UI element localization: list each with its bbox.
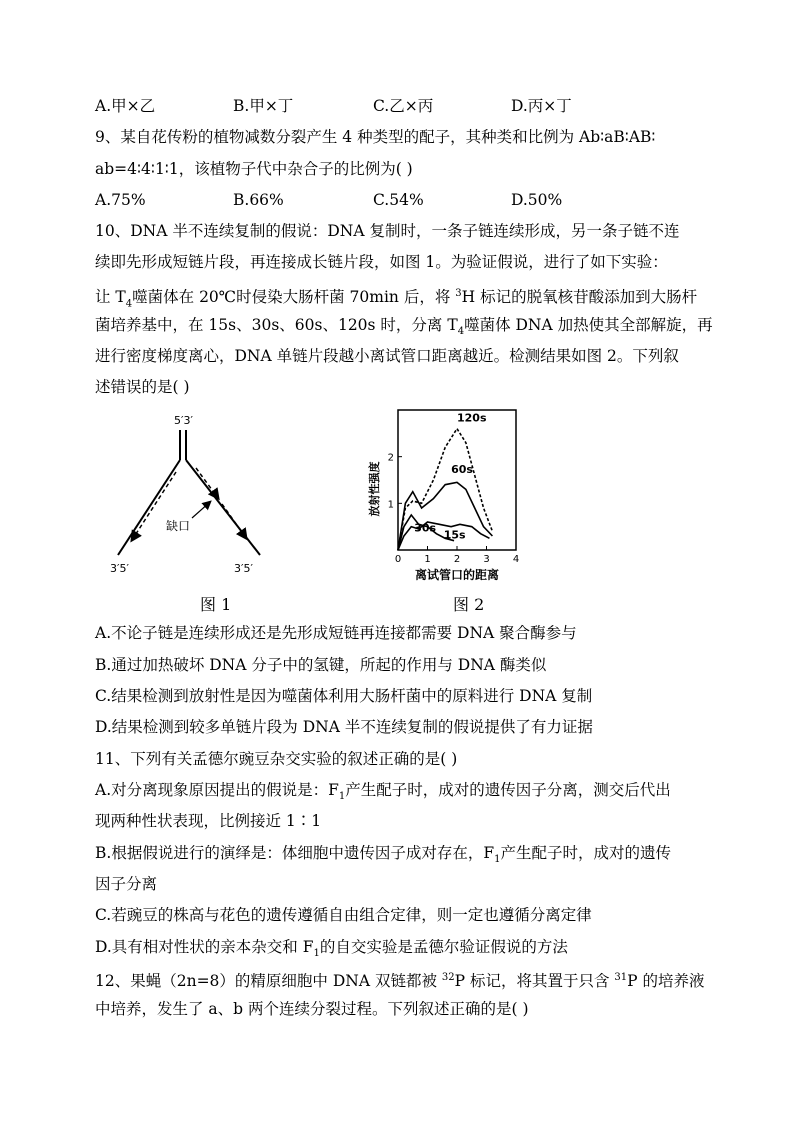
right-template-strand (186, 460, 260, 555)
q10-stem-line1: 10、DNA 半不连续复制的假说：DNA 复制时，一条子链连续形成，另一条子链不连 (95, 222, 680, 240)
q11-stem: 11、下列有关孟德尔豌豆杂交实验的叙述正确的是( ) (95, 750, 458, 768)
q8-option-b: B.甲×丁 (233, 97, 294, 115)
q10-option-c: C.结果检测到放射性是因为噬菌体利用大肠杆菌中的原料进行 DNA 复制 (95, 687, 593, 705)
series-label-60s: 60s (451, 463, 473, 476)
q10-stem-line3: 让 $T_4$噬菌体在 20℃时侵染大肠杆菌 70min 后，将 $^3$H 标记的脱氧核苷酸添加到大肠杆 (95, 288, 698, 310)
q11-option-a-line2: 现两种性状表现，比例接近 1∶1 (95, 812, 322, 830)
figure2-chart (360, 405, 520, 585)
q11-option-c: C.若豌豆的株高与花色的遗传遵循自由组合定律，则一定也遵循分离定律 (95, 906, 592, 924)
q10-option-b: B.通过加热破坏 DNA 分子中的氢键，所起的作用与 DNA 酶类似 (95, 656, 547, 674)
fig1-right-label: 3′5′ (234, 562, 253, 575)
series-label-30s: 30s (414, 521, 437, 535)
figure2-caption: 图 2 (453, 595, 485, 614)
q12-stem-line1: 12、果蝇（2n=8）的精原细胞中 DNA 双链都被 $^{32}$P 标记，将其置于只含 $^{31}$P 的培养液 (95, 972, 705, 991)
x-axis-label: 离试管口的距离 (414, 568, 500, 582)
q9-option-a: A.75% (95, 191, 146, 209)
q11-option-b-line1: B.根据假说进行的演绎是：体细胞中遗传因子成对存在，$F_1$产生配子时，成对的遗传 (95, 844, 671, 866)
q11-option-a-line1: A.对分离现象原因提出的假说是：$F_1$产生配子时，成对的遗传因子分离，测交后代出 (95, 781, 671, 803)
figure1-caption: 图 1 (200, 595, 232, 614)
q10-option-d: D.结果检测到较多单链片段为 DNA 半不连续复制的假说提供了有力证据 (95, 718, 593, 736)
q8-option-a: A.甲×乙 (95, 97, 156, 115)
q9-option-d: D.50% (511, 191, 563, 209)
q12-stem-line2: 中培养，发生了 a、b 两个连续分裂过程。下列叙述正确的是( ) (95, 1000, 529, 1018)
q11-option-b-line2: 因子分离 (95, 875, 158, 893)
series-label-15s: 15s (443, 528, 466, 542)
q9-stem-line2: ab=4∶4∶1∶1，该植物子代中杂合子的比例为( ) (95, 160, 413, 178)
q8-option-c: C.乙×丙 (373, 97, 434, 115)
series-label-120s: 120s (457, 411, 487, 425)
q10-stem-line6: 述错误的是( ) (95, 378, 190, 396)
x-tick-label: 2 (453, 554, 461, 565)
y-tick-label: 2 (387, 452, 394, 464)
y-tick-label: 1 (387, 499, 394, 511)
figure1-replication-fork (110, 410, 280, 580)
fig1-gap-label: 缺口 (166, 519, 191, 533)
x-tick-label: 1 (424, 554, 431, 565)
q8-option-d: D.丙×丁 (511, 97, 572, 115)
q9-stem-line1: 9、某自花传粉的植物减数分裂产生 4 种类型的配子，其种类和比例为 Ab∶aB∶AB∶ (95, 128, 656, 146)
q9-option-c: C.54% (373, 191, 424, 209)
fig1-left-label: 3′5′ (110, 562, 129, 575)
x-tick-label: 0 (394, 554, 402, 565)
q10-stem-line5: 进行密度梯度离心，DNA 单链片段越小离试管口距离越近。检测结果如图 2。下列叙 (95, 347, 679, 365)
left-template-strand (118, 460, 180, 555)
q10-stem-line4: 菌培养基中，在 15s、30s、60s、120s 时，分离 $T_4$噬菌体 DNA 加热使其全部解旋，再 (95, 316, 713, 338)
y-axis-label: 放射性强度 (368, 461, 381, 517)
x-tick-label: 4 (512, 554, 520, 565)
q9-option-b: B.66% (233, 191, 284, 209)
okazaki-fragment-1 (196, 468, 218, 498)
q10-option-a: A.不论子链是连续形成还是先形成短链再连接都需要 DNA 聚合酶参与 (95, 624, 577, 642)
gap-pointer-arrow (192, 502, 210, 518)
q10-stem-line2: 续即先形成短链片段，再连接成长链片段，如图 1。为验证假说，进行了如下实验： (95, 253, 668, 271)
fig1-top-label: 5′3′ (174, 414, 193, 427)
x-tick-label: 3 (483, 554, 490, 565)
q11-option-d: D.具有相对性状的亲本杂交和 $F_1$的自交实验是孟德尔验证假说的方法 (95, 938, 568, 960)
